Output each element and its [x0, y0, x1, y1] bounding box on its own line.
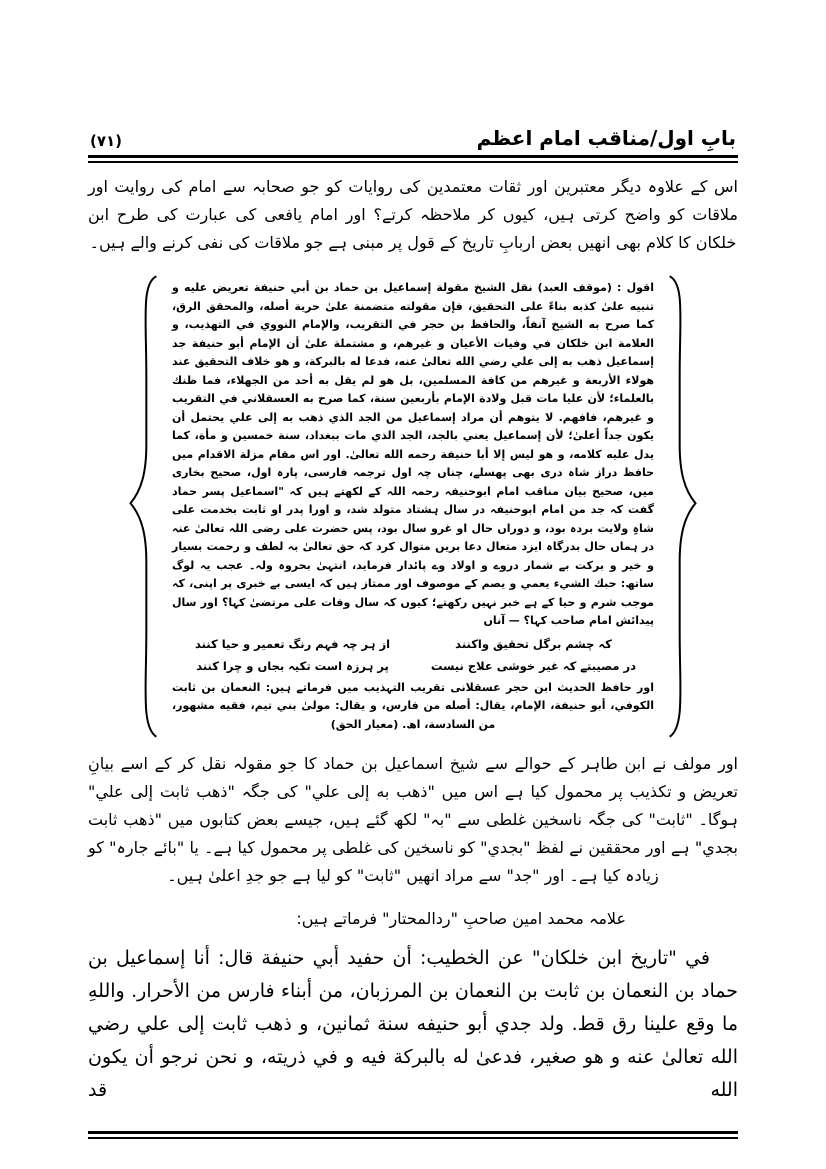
chapter-title: بابِ اول/مناقب امام اعظم	[476, 126, 736, 150]
marginal-note-block	[128, 273, 698, 740]
note-closing	[172, 679, 654, 735]
couplet-row	[172, 655, 654, 677]
persian-couplets	[172, 633, 654, 677]
couplet-1-right: کہ چشم برگل تحقیق واکنند	[455, 636, 612, 651]
note-closing-text: اور حافظ الحدیث ابن حجر عسقلانی تقریب التہذیب میں فرماتے ہیں: النعمان بن ثابت الكوفي، أبو حنیفة، الإمام، یقال: أصله من فارس، و یقال: مولیٰ بني تیم، فقیه مشهور، من السادسة، اھ.	[172, 680, 654, 731]
subheading: علامہ محمد امین صاحبِ "ردالمحتار" فرماتے ہیں:	[296, 909, 626, 928]
arabic-quotation-paragraph: في "تاریخ ابن خلكان" عن الخطیب: أن حفید أبي حنیفة قال: أنا إسماعیل بن حماد بن النعمان بن ثابت بن النعمان بن المرزبان، من أبناء فارس من الأحرار. واللهِ ما وقع علینا رق قط. ولد جدي أبو حنیفه سنة ثمانین، و ذهب ثابت إلی علي رضي الله تعالیٰ عنه و هو صغیر، فدعیٰ له بالبركة فیه و في ذریته، و نحن نرجو أن یكون الله قد	[88, 947, 738, 1101]
curly-brace-left-icon	[128, 273, 158, 740]
note-arabic-text: اقول : (موقف العبد) نقل الشیخ مقولة إسماعیل بن حماد بن أبي حنیفة تعریض علیه و تنبیه علیٰ كذبه بناءً علی التحقیق، فإن مقولته متضمنة علیٰ حریة أصله، والمحقق الرق، كما صرح به الشیخ آنفاً، والحافظ بن حجر في التقریب، والإمام النووي في التهذیب، و العلامة ابن خلكان في وفیات الأعیان و غیرهم، و مشتملة علیٰ أن الإمام أبو حنیفة جد إسماعیل ذهب به إلی علي رضي الله تعالیٰ عنه، فدعا له بالبركة، و هو خلاف التحقیق عند هولاء الأربعة و غیرهم من كافة المسلمین، بل هو لم یقل به أحد من الجهلاء، فما ظنك بالعلماء؛ لأن علیا مات قبل ولادة الإمام بأربعین سنة، كما صرح به العسقلاني في التقریب و غیرهم، فافهم. لا یتوهم أن مراد إسماعیل من الجد الذي ذهب به إلی علي یحتمل أن یكون جداً أعلیٰ؛ لأن إسماعیل یعني بالجد، الجد الذي مات ببغداد، سنة خمسین و مأة، كما یدل علیه كلامه، و هو لیس إلا أبا حنیفة رحمه الله تعالیٰ.	[172, 281, 654, 461]
footer-rule	[88, 1131, 738, 1139]
note-urdu-text: اور اس مقام مزلة الاقدام میں حافظ دراز شاہ دری بھی پھسلے، چناں چہ اول ترجمہ فارسی، پارہ اول، صحیح بخاری میں، صحیح بیان مناقب امام ابوحنیفہ رحمہ اللہ کے لکھتے ہیں کہ "اسماعیل پسر حماد گفت کہ جد من امام ابوحنیفہ در سال ہشتاد متولد شد، و اورا پدر او ثابت بخدمت علی شاہِ ولایت بردہ بود، و دوراں حال او غرو سال بود، پس حضرت علی رضی اللہ تعالیٰ عنہ در ہماں حال بدرگاہ ایزد متعال دعا بریں متوال کرد کہ حق تعالیٰ بہ لطف و رحمت بسیار و خیر و برکت بے شمار دروے و اولاد وے پائدار فرماید، انتہیٰ بحروہ ولہ۔ عجب یہ لوگ ساتھ: حبك الشيء یعمي و یصم کے موصوف اور ممتاز ہیں کہ ایسی بے خبری پر اپنی، کہ موجب شرم و حیا کے ہے خبر نہیں رکھتے؛ کیوں کہ سال وفات علی مرتضیٰ کہا؟ اور سال پیدائش امام صاحب کہا؟ — آناں	[172, 447, 654, 627]
couplet-row	[172, 633, 654, 655]
source-attribution: (معیار الحق)	[330, 717, 399, 731]
intro-paragraph: اس کے علاوہ دیگر معتبرین اور ثقات معتمدین کی روایات کو جو صحابہ سے امام کی روایت اور ملاقات کو واضح کرتی ہیں، کیوں کر ملاحظہ کرتے؟ اور امام یافعی کی عبارت کی طرح ابن خلکان کا کلام بھی انھیں بعض اربابِ تاریخ کے قول پر مبنی ہے جو ملاقات کی نفی کرنے والے ہیں۔	[88, 177, 738, 252]
couplet-2-left: پر ہرزہ است تکیہ بجاں و چرا کنند	[196, 658, 389, 673]
note-text	[172, 279, 654, 631]
header-rule	[88, 155, 738, 163]
page-number: (۷۱)	[90, 132, 123, 150]
couplet-2-right: در مصیبتے کہ غیر خوشی علاج نیست	[430, 658, 637, 673]
page-header	[88, 126, 738, 150]
curly-brace-right-icon	[668, 273, 698, 740]
commentary-paragraph: اور مولف نے ابن طاہر کے حوالے سے شیخ اسماعیل بن حماد کا جو مقولہ نقل کر کے اسے بیانِ تعریض و تکذیب پر محمول کیا ہے اس میں "ذهب به إلی علي" کی جگہ "ذهب ثابت إلی علي" ہوگا۔ "ثابت" کی جگہ ناسخین غلطی سے "بہ" لکھ گئے ہیں، جیسے بعض کتابوں میں "ذهب ثابت بجدي" ہے اور محققین نے لفظ "بجدي" کو ناسخین کی غلطی پر محمول کیا ہے۔ یا "بائے جارہ" کو زیادہ کیا ہے۔ اور "جد" سے مراد انھیں "ثابت" کو لیا ہے جو جدِ اعلیٰ ہیں۔	[88, 754, 738, 885]
couplet-1-left: از ہر چہ فہم رنگ تعمیر و حیا کنند	[194, 636, 391, 651]
